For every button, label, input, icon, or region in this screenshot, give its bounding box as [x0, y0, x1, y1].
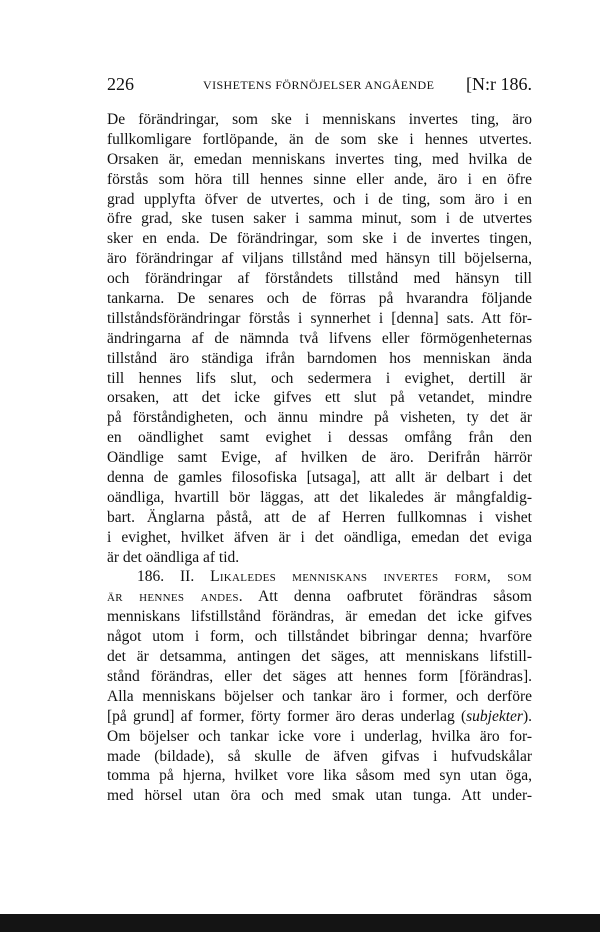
text-segment: [på grund] af former, förty former äro deras underlag ( [107, 707, 467, 725]
text-line: tomma på hjerna, hvilket vore lika såsom med syn utan öga, [107, 767, 532, 785]
text-line: på förståndigheten, och ännu mindre på visheten, ty det är [107, 409, 532, 427]
text-line: tillstånd äro ständiga ifrån barndomen hos menniskan ända [107, 349, 532, 367]
text-line: Oändlige samt Evige, af hvilken de äro. Derifrån härrör [107, 449, 532, 467]
section-number: 186. II. [137, 568, 195, 586]
text-line: denna de gamles filosofiska [utsaga], att allt är delbart i det [107, 469, 532, 487]
text-line: fullkomligare fortlöpande, än de som ske i hennes utvertes. [107, 130, 532, 148]
italic-term: subjekter [466, 707, 523, 725]
text-line: med hörsel utan öra och med smak utan tunga. Att under- [107, 787, 532, 805]
text-line: en oändlighet samt evighet i dessas omfång från den [107, 429, 532, 447]
text-line: något utom i form, och tillståndet bibringar denna; hvarföre [107, 628, 532, 646]
text-line: stånd förändras, eller det säges att hennes form [förändras]. [107, 667, 532, 685]
text-line: Alla menniskans böjelser och tankar äro i former, och derföre [107, 687, 532, 705]
text-segment: ). [522, 707, 532, 725]
section-text: Att denna oafbrutet förändras såsom [258, 588, 532, 606]
section-heading-line [107, 587, 532, 607]
text-line: tillståndsförändringar förstås i synnerhet i [denna] sats. Att för- [107, 309, 532, 327]
text-line: Orsaken är, emedan menniskans invertes ting, med hvilka de [107, 150, 532, 168]
section-heading-continued: är hennes andes. [107, 588, 243, 606]
text-line: äro förändringar af viljans tillstånd med hänsyn till böjelserna, [107, 250, 532, 268]
text-line: till hennes lifs slut, och sedermera i evighet, dertill är [107, 369, 532, 387]
text-line: det är detsamma, antingen det säges, att menniskans lifstill- [107, 648, 532, 666]
page-number: 226 [107, 74, 134, 94]
section-heading-line [107, 567, 532, 587]
text-line: är det oändliga af tid. [107, 548, 240, 566]
text-line: och förändringar af förståndets tillstånd med hänsyn till [107, 270, 532, 288]
text-line: oändliga, hvartill bör läggas, att det likaledes är mångfaldig- [107, 488, 532, 506]
text-line: öfre grad, ske tusen saker i samma minut, som i de utvertes [107, 210, 532, 228]
section-heading: Likaledes menniskans invertes form, som [210, 568, 532, 586]
text-line: Om böjelser och tankar icke vore i underlag, hvilka äro for- [107, 727, 532, 745]
text-line: grad upplyfta öfver de utvertes, och i de ting, som äro i en [107, 190, 532, 208]
section-reference: [N:r 186. [466, 74, 532, 94]
text-line: orsaken, att det icke gifves ett slut på vetandet, mindre [107, 389, 532, 407]
body-text [107, 110, 532, 806]
text-line: menniskans lifstillstånd förändras, är emedan det icke gifves [107, 608, 532, 626]
text-line: i evighet, hvilket äfven är i det oändliga, emedan det eviga [107, 528, 532, 546]
scan-bottom-edge [0, 914, 600, 932]
text-line: made (bildade), så skulle de äfven gifvas i hufvudskålar [107, 747, 532, 765]
text-line: bart. Änglarna påstå, att de af Herren fullkomnas i vishet [107, 508, 532, 526]
running-title: VISHETENS FÖRNÖJELSER ANGÅENDE [203, 78, 435, 92]
page-header [107, 74, 532, 98]
text-line: sker en enda. De förändringar, som ske i de invertes tingen, [107, 230, 532, 248]
text-line: förstås som höra till hennes sinne eller ande, äro i en öfre [107, 170, 532, 188]
text-line: De förändringar, som ske i menniskans invertes ting, äro [107, 111, 532, 128]
text-line [107, 707, 532, 727]
text-line: tankarna. De senares och de förras på hvarandra följande [107, 290, 532, 308]
text-line: ändringarna af de nämnda två lifvens eller förmögenheternas [107, 329, 532, 347]
